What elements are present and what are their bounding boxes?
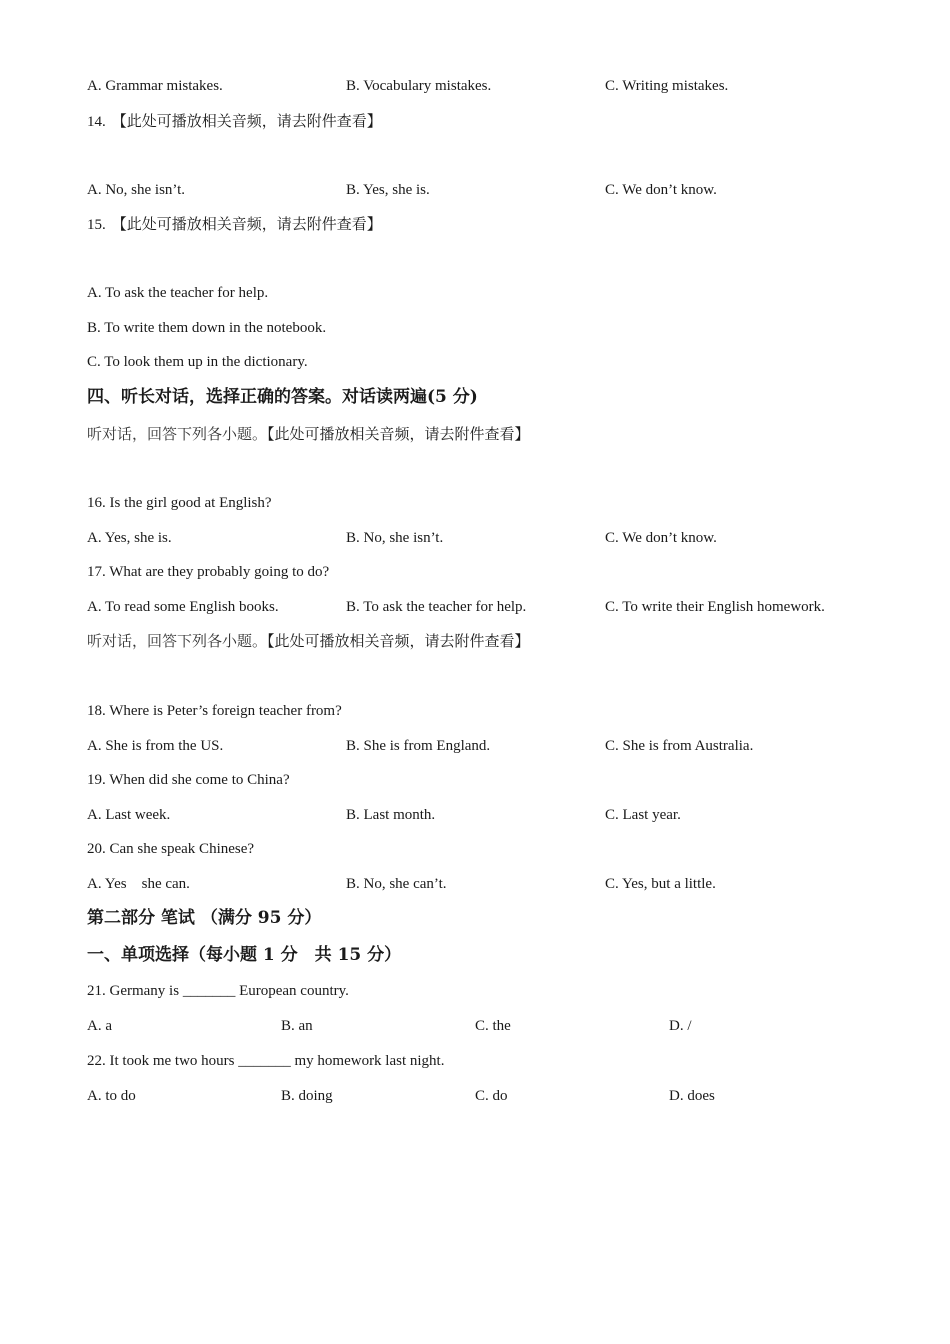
q13-option-a: A. Grammar mistakes. <box>87 78 223 94</box>
q16-option-b: B. No, she isn’t. <box>346 530 444 546</box>
q19-option-a: A. Last week. <box>87 807 171 823</box>
q21-option-a: A. a <box>87 1018 112 1034</box>
dialog1-instruction <box>87 424 530 445</box>
q22-option-c: C. do <box>475 1088 508 1104</box>
q18-option-b: B. She is from England. <box>346 738 491 754</box>
q21-option-c: C. the <box>475 1018 511 1034</box>
q21-question: 21. Germany is _______ European country. <box>87 983 349 999</box>
q22-option-a: A. to do <box>87 1088 136 1104</box>
q15-option-a: A. To ask the teacher for help. <box>87 285 269 301</box>
dialog2-hint: 听对话，回答下列各小题。 <box>87 632 268 650</box>
dialog2-audio-link[interactable]: 【此处可播放相关音频，请去附件查看】 <box>267 632 530 650</box>
q20-option-c: C. Yes, but a little. <box>605 876 716 892</box>
section4-heading: 四、听长对话，选择正确的答案。对话读两遍(5 分) <box>87 387 478 407</box>
section1-heading: 一、单项选择（每小题 1 分 共 15 分） <box>87 945 402 965</box>
q21-option-b: B. an <box>281 1018 313 1034</box>
q17-option-c: C. To write their English homework. <box>605 599 825 615</box>
q20-option-b: B. No, she can’t. <box>346 876 447 892</box>
q14-number: 14. <box>87 114 106 130</box>
q22-option-b: B. doing <box>281 1088 333 1104</box>
q14-prompt <box>87 111 382 132</box>
q15-audio-link[interactable]: 【此处可播放相关音频，请去附件查看】 <box>111 215 382 233</box>
q14-option-a: A. No, she isn’t. <box>87 182 186 198</box>
q14-option-b: B. Yes, she is. <box>346 182 430 198</box>
q19-option-b: B. Last month. <box>346 807 436 823</box>
q17-option-a: A. To read some English books. <box>87 599 279 615</box>
dialog1-hint: 听对话，回答下列各小题。 <box>87 425 268 443</box>
q17-question: 17. What are they probably going to do? <box>87 564 330 580</box>
q18-option-c: C. She is from Australia. <box>605 738 754 754</box>
dialog2-instruction <box>87 631 530 652</box>
q20-option-a: A. Yes she can. <box>87 876 190 892</box>
dialog1-audio-link[interactable]: 【此处可播放相关音频，请去附件查看】 <box>267 425 530 443</box>
q22-option-d: D. does <box>669 1088 715 1104</box>
q14-option-c: C. We don’t know. <box>605 182 717 198</box>
q18-option-a: A. She is from the US. <box>87 738 224 754</box>
q15-number: 15. <box>87 217 106 233</box>
q13-option-b: B. Vocabulary mistakes. <box>346 78 492 94</box>
q19-question: 19. When did she come to China? <box>87 772 290 788</box>
q15-prompt <box>87 214 382 235</box>
q13-option-c: C. Writing mistakes. <box>605 78 729 94</box>
q20-question: 20. Can she speak Chinese? <box>87 841 255 857</box>
q15-option-b: B. To write them down in the notebook. <box>87 320 327 336</box>
q19-option-c: C. Last year. <box>605 807 681 823</box>
q15-option-c: C. To look them up in the dictionary. <box>87 354 308 370</box>
q17-option-b: B. To ask the teacher for help. <box>346 599 527 615</box>
q22-question: 22. It took me two hours _______ my homework last night. <box>87 1053 445 1069</box>
q16-question: 16. Is the girl good at English? <box>87 495 272 511</box>
q16-option-c: C. We don’t know. <box>605 530 717 546</box>
part2-heading: 第二部分 笔试 （满分 95 分） <box>87 908 322 928</box>
q14-audio-link[interactable]: 【此处可播放相关音频，请去附件查看】 <box>111 112 382 130</box>
q21-option-d: D. / <box>669 1018 692 1034</box>
q16-option-a: A. Yes, she is. <box>87 530 172 546</box>
q18-question: 18. Where is Peter’s foreign teacher from? <box>87 703 342 719</box>
